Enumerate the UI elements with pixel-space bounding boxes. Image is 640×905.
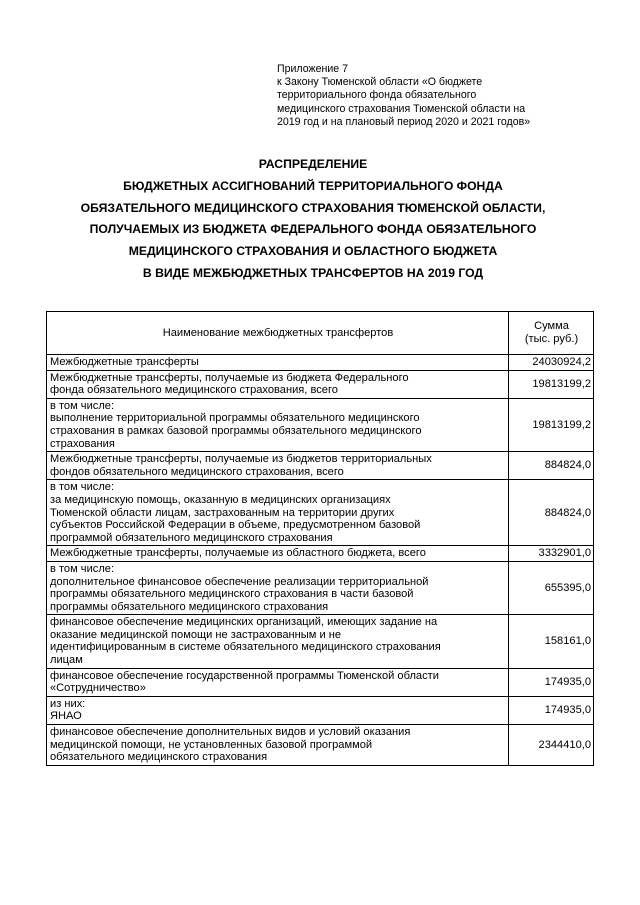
table-row <box>47 452 594 480</box>
table-header-row <box>47 312 594 355</box>
header-amount-unit: (тыс. руб.) <box>524 333 579 345</box>
transfer-name-line: Тюменской области лицам, застрахованным на территории других <box>50 506 395 519</box>
transfer-name-line: финансовое обеспечение государственной программы Тюменской области <box>50 669 439 682</box>
table-row <box>47 561 594 614</box>
appendix-note <box>277 63 607 129</box>
transfer-name-cell <box>47 452 509 480</box>
transfer-name-line: из них: <box>50 697 86 710</box>
table-row <box>47 355 594 371</box>
transfer-name-cell <box>47 561 509 614</box>
title-line: БЮДЖЕТНЫХ АССИГНОВАНИЙ ТЕРРИТОРИАЛЬНОГО ФОНДА <box>123 178 503 193</box>
header-amount-cell <box>509 312 594 355</box>
title-line: МЕДИЦИНСКОГО СТРАХОВАНИЯ И ОБЛАСТНОГО БЮДЖЕТА <box>128 244 498 259</box>
transfer-name-line: Межбюджетные трансферты, получаемые из бюджета Федерального <box>50 371 409 384</box>
transfer-name-line: Межбюджетные трансферты, получаемые из бюджетов территориальных <box>50 453 432 466</box>
transfer-amount-cell: 884824,0 <box>509 480 594 546</box>
transfer-name-line: страхования в рамках базовой программы обязательного медицинского <box>50 424 422 437</box>
transfer-name-cell <box>47 355 509 371</box>
transfer-amount-cell: 2344410,0 <box>509 725 594 766</box>
transfer-name-line: финансовое обеспечение медицинских организаций, имеющих задание на <box>50 616 438 629</box>
transfer-name-line: программы обязательного медицинского страхования <box>50 600 329 613</box>
transfer-name-line: в том числе: <box>50 399 115 412</box>
table-row <box>47 546 594 562</box>
transfer-name-cell <box>47 480 509 546</box>
transfer-name-line: выполнение территориальной программы обязательного медицинского <box>50 412 420 425</box>
transfer-name-line: программы обязательного медицинского страхования в части базовой <box>50 588 414 601</box>
transfer-name-line: медицинской помощи, не установленных базовой программой <box>50 738 373 751</box>
transfer-name-line: обязательного медицинского страхования <box>50 751 268 764</box>
transfer-name-line: идентифицированным в системе обязательного медицинского страхования <box>50 641 441 654</box>
transfer-name-line: ЯНАО <box>50 710 82 723</box>
transfer-amount-cell: 884824,0 <box>509 452 594 480</box>
transfer-name-cell <box>47 668 509 696</box>
transfer-amount-cell: 24030924,2 <box>509 355 594 371</box>
transfer-name-line: дополнительное финансовое обеспечение реализации территориальной <box>50 575 429 588</box>
transfer-amount-cell: 19813199,2 <box>509 370 594 398</box>
appendix-line: Приложение 7 <box>277 63 348 75</box>
transfer-name-line: «Сотрудничество» <box>50 682 146 695</box>
table-row <box>47 370 594 398</box>
transfer-name-line: оказание медицинской помощи не застрахованным и не <box>50 628 342 641</box>
table-row <box>47 615 594 668</box>
table-row <box>47 480 594 546</box>
transfer-amount-cell: 174935,0 <box>509 696 594 724</box>
transfer-amount-cell: 3332901,0 <box>509 546 594 562</box>
appendix-line: территориального фонда обязательного <box>277 89 477 102</box>
appendix-line: к Закону Тюменской области «О бюджете <box>277 76 483 89</box>
transfer-name-line: финансовое обеспечение дополнительных видов и условий оказания <box>50 726 411 739</box>
transfer-amount-cell: 19813199,2 <box>509 398 594 451</box>
transfer-name-cell <box>47 696 509 724</box>
transfer-name-line: Межбюджетные трансферты, получаемые из областного бюджета, всего <box>50 547 426 560</box>
title-line: В ВИДЕ МЕЖБЮДЖЕТНЫХ ТРАНСФЕРТОВ НА 2019 ГОД <box>142 265 484 280</box>
transfer-name-line: программой обязательного медицинского страхования <box>50 531 333 544</box>
appendix-line: 2019 год и на плановый период 2020 и 2021 годов» <box>277 115 531 128</box>
transfer-name-line: Межбюджетные трансферты <box>50 356 199 368</box>
transfer-amount-cell: 158161,0 <box>509 615 594 668</box>
document-title <box>0 154 626 285</box>
transfer-name-line: фондов обязательного медицинского страхования, всего <box>50 465 344 478</box>
header-name-cell: Наименование межбюджетных трансфертов <box>47 312 509 355</box>
transfer-name-line: субъектов Российской Федерации в объеме, предусмотренном базовой <box>50 519 421 532</box>
table-row <box>47 398 594 451</box>
transfer-name-line: фонда обязательного медицинского страхования, всего <box>50 384 338 397</box>
appendix-line: медицинского страхования Тюменской области на <box>277 102 526 115</box>
transfer-amount-cell: 655395,0 <box>509 561 594 614</box>
title-line: ОБЯЗАТЕЛЬНОГО МЕДИЦИНСКОГО СТРАХОВАНИЯ ТЮМЕНСКОЙ ОБЛАСТИ, <box>80 200 546 215</box>
transfer-name-line: за медицинскую помощь, оказанную в медицинских организациях <box>50 493 391 506</box>
transfer-name-line: в том числе: <box>50 562 115 575</box>
table-body <box>47 355 594 766</box>
transfer-name-cell <box>47 615 509 668</box>
transfer-name-cell <box>47 725 509 766</box>
transfer-name-line: лицам <box>50 654 83 667</box>
table-row <box>47 668 594 696</box>
transfer-name-line: в том числе: <box>50 481 115 494</box>
transfer-name-cell <box>47 546 509 562</box>
table-row <box>47 696 594 724</box>
title-line: ПОЛУЧАЕМЫХ ИЗ БЮДЖЕТА ФЕДЕРАЛЬНОГО ФОНДА ОБЯЗАТЕЛЬНОГО <box>89 222 537 237</box>
header-amount-label: Сумма <box>534 320 569 333</box>
title-line: РАСПРЕДЕЛЕНИЕ <box>258 157 368 171</box>
transfer-amount-cell: 174935,0 <box>509 668 594 696</box>
transfer-name-cell <box>47 370 509 398</box>
table-row <box>47 725 594 766</box>
transfer-name-cell <box>47 398 509 451</box>
transfer-name-line: страхования <box>50 437 115 450</box>
transfers-table <box>46 311 594 766</box>
